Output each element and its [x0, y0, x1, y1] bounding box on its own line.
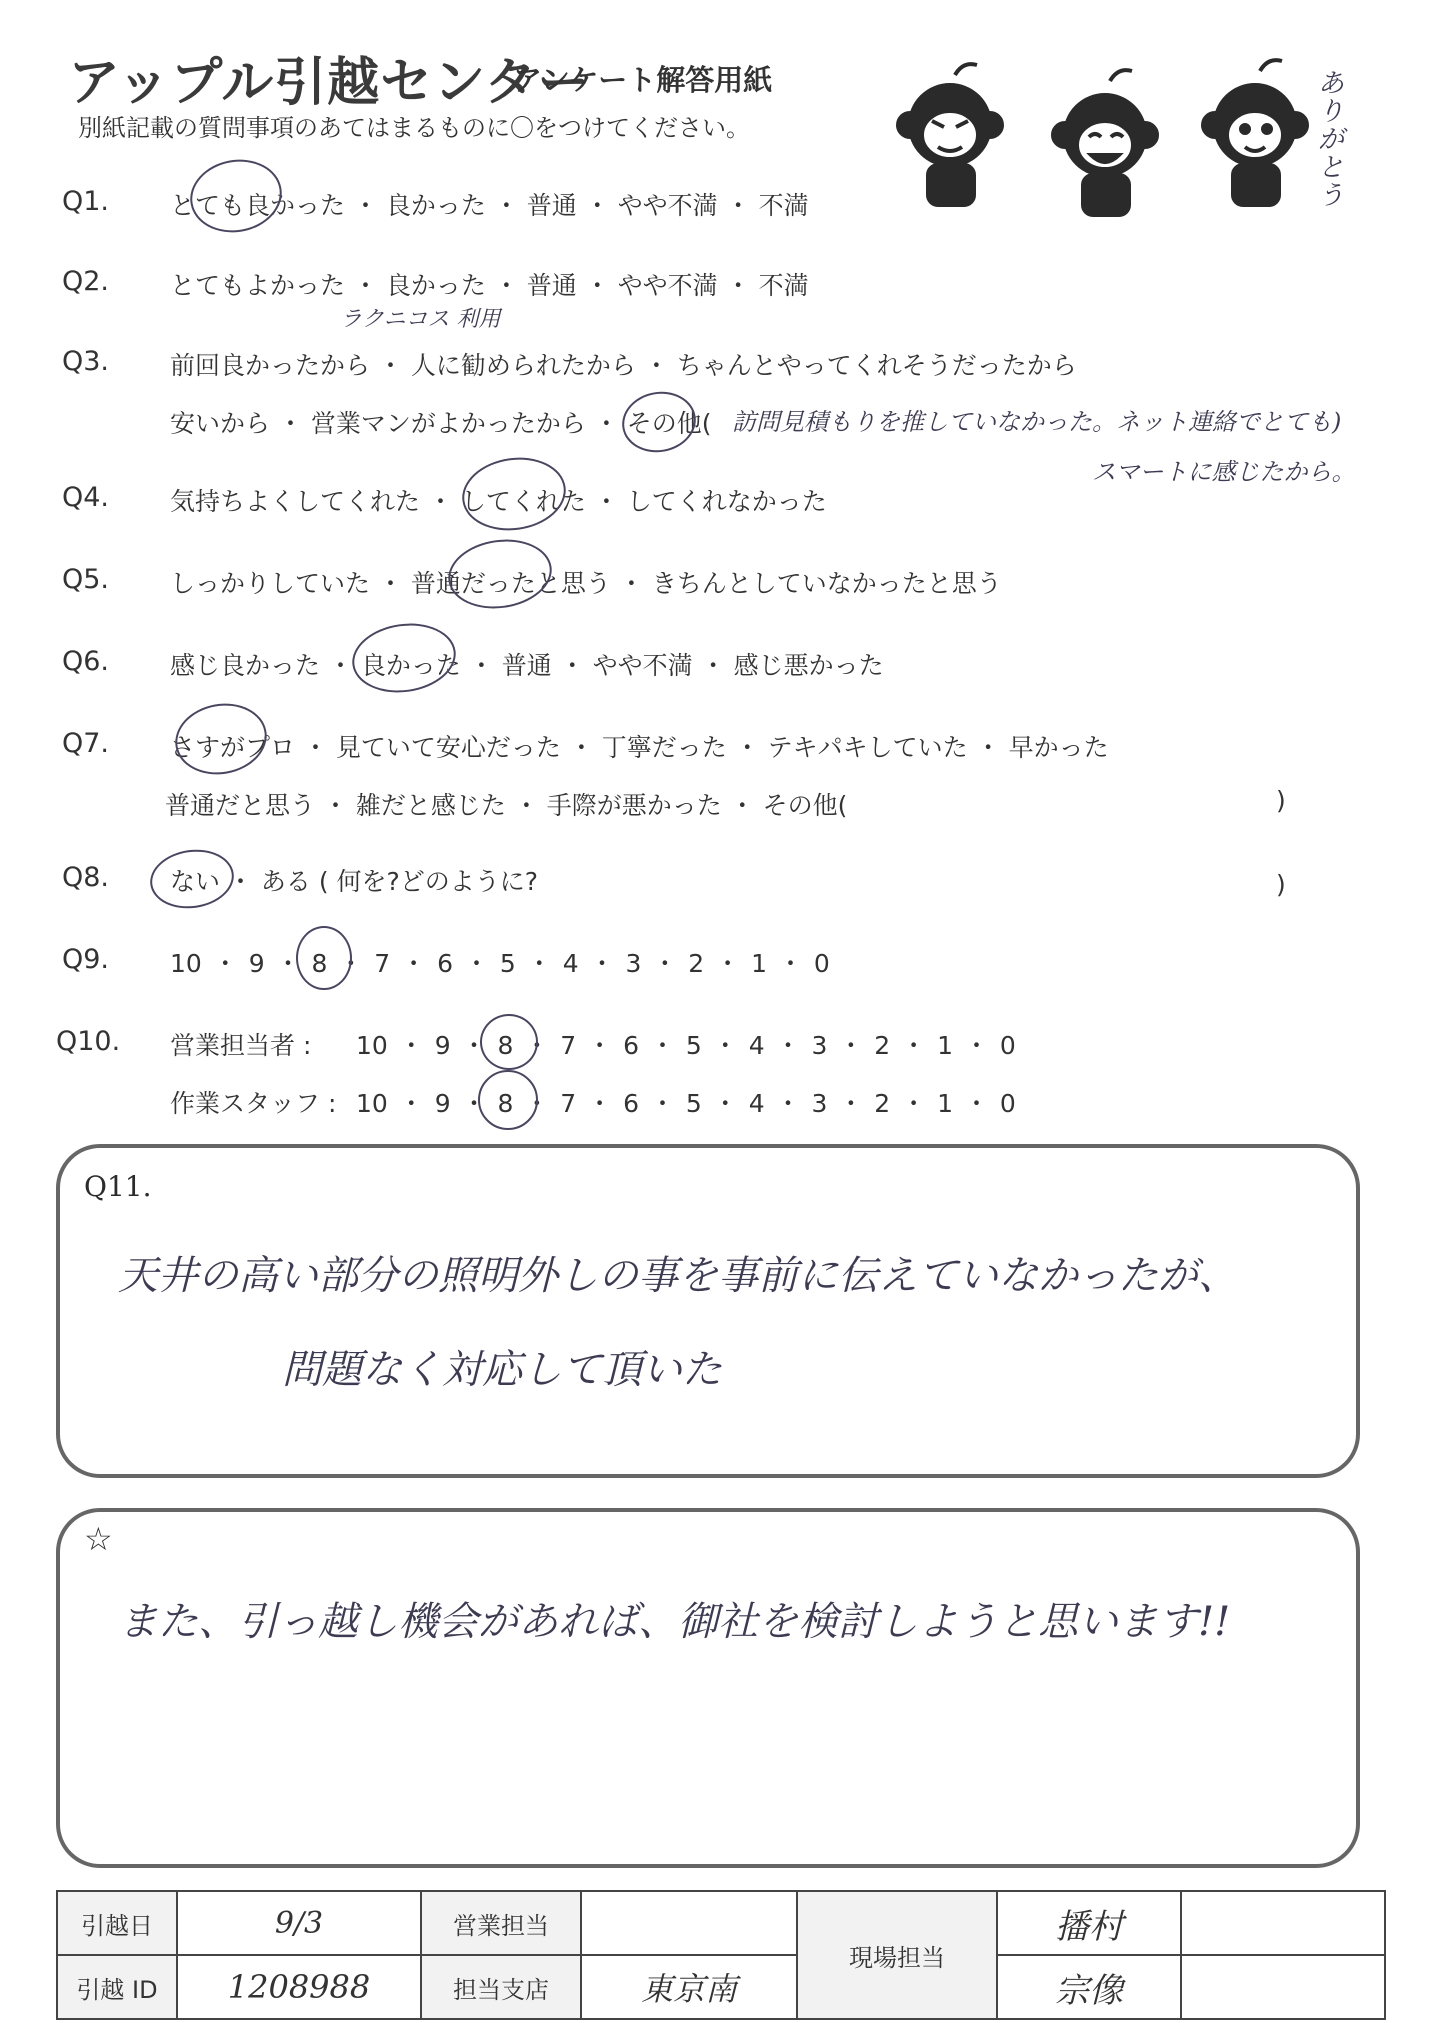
- q8-close-paren: ): [1276, 870, 1286, 899]
- site-staff-2: 宗像: [997, 1955, 1181, 2019]
- q11-answer-box: [56, 1144, 1360, 1478]
- answer-circle: [480, 1014, 538, 1070]
- q10-staff-scale: 10 ・ 9 ・ 8 ・ 7 ・ 6 ・ 5 ・ 4 ・ 3 ・ 2 ・ 1 ・ 0: [356, 1089, 1016, 1118]
- q3-number: Q3.: [62, 346, 110, 377]
- site-staff-1: 播村: [997, 1891, 1181, 1955]
- comment-text: また、引っ越し機会があれば、御社を検討しようと思います!!: [118, 1599, 1231, 1645]
- q8-number: Q8.: [62, 862, 110, 893]
- star-icon: ☆: [84, 1520, 113, 1558]
- q6-options: 感じ良かった ・ 良かった ・ 普通 ・ やや不満 ・ 感じ悪かった: [170, 651, 884, 680]
- q3-handwritten-note-above: ラクニコス 利用: [340, 307, 501, 332]
- branch-value: 東京南: [581, 1955, 797, 2019]
- answer-circle: [146, 844, 237, 913]
- site-staff-extra: [1181, 1891, 1385, 1955]
- q10-sales-scale: 10 ・ 9 ・ 8 ・ 7 ・ 6 ・ 5 ・ 4 ・ 3 ・ 2 ・ 1 ・ 0: [356, 1031, 1016, 1060]
- q10-staff-label: 作業スタッフ :: [170, 1089, 337, 1118]
- answer-circle: [617, 386, 700, 458]
- q3-options-line2: 安いから ・ 営業マンがよかったから ・ その他(: [170, 409, 712, 438]
- answer-circle: [457, 451, 570, 537]
- answer-circle: [170, 697, 273, 782]
- q3-options-line1: 前回良かったから ・ 人に勧められたから ・ ちゃんとやってくれそうだったから: [170, 351, 1077, 380]
- mascot-caption: ありがとう: [1318, 69, 1345, 211]
- q9-number: Q9.: [62, 944, 110, 975]
- q11-label: Q11.: [84, 1170, 152, 1203]
- q10-number: Q10.: [56, 1026, 121, 1057]
- q6-number: Q6.: [62, 646, 110, 677]
- sales-label: 営業担当: [421, 1891, 581, 1955]
- q2-options: とてもよかった ・ 良かった ・ 普通 ・ やや不満 ・ 不満: [170, 271, 809, 300]
- monkey-laughing-icon: [1053, 70, 1157, 215]
- move-date-value: 9/3: [177, 1891, 421, 1955]
- answer-circle: [444, 533, 556, 615]
- q9-scale: 10 ・ 9 ・ 8 ・ 7 ・ 6 ・ 5 ・ 4 ・ 3 ・ 2 ・ 1 ・ 0: [170, 949, 830, 978]
- q7-close-paren: ): [1276, 786, 1286, 815]
- answer-circle: [348, 617, 460, 699]
- q1-number: Q1.: [62, 186, 110, 217]
- comment-box: [56, 1508, 1360, 1868]
- move-id-value: 1208988: [177, 1955, 421, 2019]
- q11-answer-line2: 問題なく対応して頂いた: [282, 1347, 722, 1393]
- instruction-text: 別紙記載の質問事項のあてはまるものに〇をつけてください。: [78, 114, 750, 142]
- site-staff-label: 現場担当: [797, 1891, 997, 2019]
- q3-handwritten-note-2: スマートに感じたから。: [1092, 458, 1356, 486]
- q7-options-line1: さすがプロ ・ 見ていて安心だった ・ 丁寧だった ・ テキパキしていた ・ 早かった: [170, 733, 1109, 762]
- move-date-label: 引越日: [57, 1891, 177, 1955]
- sales-value: [581, 1891, 797, 1955]
- q8-options: ない ・ ある ( 何を?どのように?: [170, 867, 539, 896]
- answer-circle: [296, 926, 352, 990]
- move-id-label: 引越 ID: [57, 1955, 177, 2019]
- q10-sales-label: 営業担当者 :: [170, 1031, 312, 1060]
- q4-number: Q4.: [62, 482, 110, 513]
- footer-table: [56, 1890, 1386, 2020]
- branch-label: 担当支店: [421, 1955, 581, 2019]
- answer-circle: [478, 1070, 538, 1130]
- q5-number: Q5.: [62, 564, 110, 595]
- q4-options: 気持ちよくしてくれた ・ してくれた ・ してくれなかった: [170, 487, 827, 516]
- mascot-illustration: [890, 55, 1360, 225]
- q7-options-line2: 普通だと思う ・ 雑だと感じた ・ 手際が悪かった ・ その他(: [165, 791, 848, 820]
- monkey-smiling-icon: [1203, 60, 1307, 205]
- q11-answer-line1: 天井の高い部分の照明外しの事を事前に伝えていなかったが、: [118, 1253, 1238, 1299]
- site-staff-extra-2: [1181, 1955, 1385, 2019]
- page-title: アップル引越センター: [68, 54, 591, 112]
- page-subtitle: アンケート解答用紙: [513, 63, 773, 97]
- answer-circle: [184, 153, 287, 240]
- q1-options: とても良かった ・ 良かった ・ 普通 ・ やや不満 ・ 不満: [170, 191, 809, 220]
- q7-number: Q7.: [62, 728, 110, 759]
- q3-handwritten-note: 訪問見積もりを推していなかった。ネット連絡でとても): [732, 408, 1342, 436]
- q2-number: Q2.: [62, 266, 110, 297]
- q5-options: しっかりしていた ・ 普通だったと思う ・ きちんとしていなかったと思う: [170, 569, 1002, 598]
- monkey-angry-icon: [898, 64, 1002, 205]
